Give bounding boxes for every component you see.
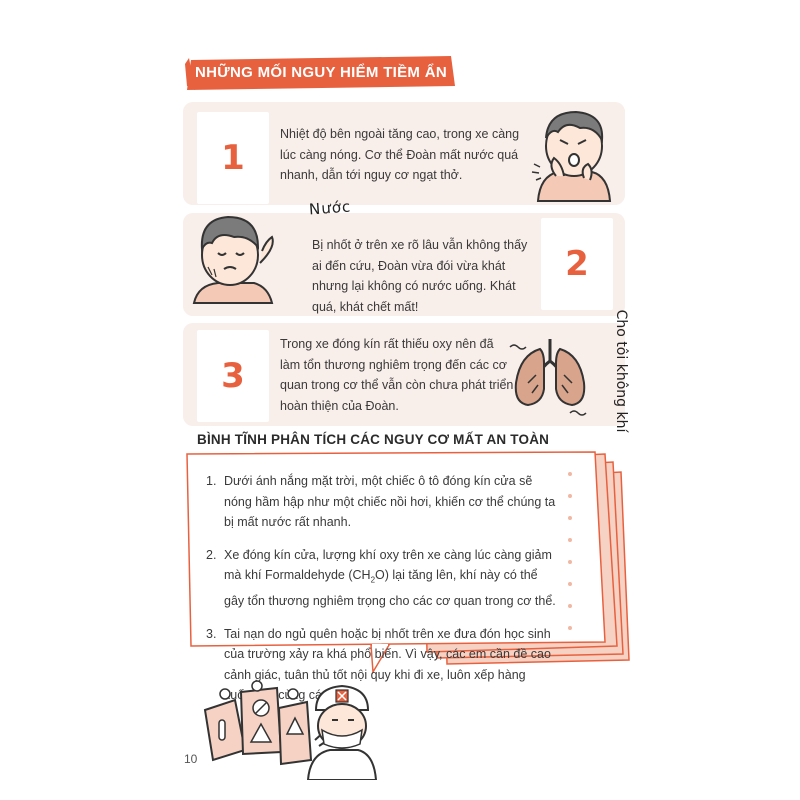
analysis-item-2 [206,545,556,612]
danger-text-2: Bị nhốt ở trên xe rõ lâu vẫn không thấy ai đến cứu, Đoàn vừa đói vừa khát nhưng lại không có nước uống. Khát quá, khát chết mất! [312,238,528,314]
notebook-dots [565,470,575,650]
analysis-heading: BÌNH TĨNH PHÂN TÍCH CÁC NGUY CƠ MẤT AN TOÀN [197,432,550,447]
analysis-item-text [224,545,556,612]
page-number: 10 [184,752,198,766]
analysis-item-text: Dưới ánh nắng mặt trời, một chiếc ô tô đóng kín cửa sẽ nóng hầm hập như một chiếc nồi hơi, khiến cơ thể chúng ta bị mất nước rất nhanh. [224,474,556,529]
title-banner [185,56,457,90]
thirsty-boy-illustration [188,207,283,307]
page-title: NHỮNG MỐI NGUY HIỂM TIỀM ẨN [195,64,447,81]
choking-boy-illustration [528,106,618,206]
analysis-item-text-before: Xe đóng kín cửa, lượng khí oxy trên xe càng lúc càng giảm mà khí Formaldehyde (CH [224,547,552,582]
analysis-item-number: 2. [206,547,217,562]
formula-subscript: 2 [370,575,376,585]
danger-number-3: 3 [197,330,269,422]
doctor-illustration [300,680,380,780]
analysis-item-number: 3. [206,626,217,641]
danger-text-3: Trong xe đóng kín rất thiếu oxy nên đã làm tổn thương nghiêm trọng đến các cơ quan trong cơ thể vẫn còn chưa phát triển hoàn thiện của Đoàn. [280,337,514,413]
speech-water: Nước [308,197,352,219]
danger-number-1: 1 [197,112,269,204]
analysis-item-text-after: O) lại tăng lên, khí này có thể gây tổn thương nghiêm trọng cho các cơ quan trong cơ thể. [224,568,556,608]
analysis-item-text: Tai nạn do ngủ quên hoặc bị nhốt trên xe đưa đón học sinh của trường xảy ra khá phổ biến. Vì vậy, các em cần đề cao cảnh giác, tuân thủ tốt nội quy khi đi xe, luôn xếp hàng các [224,626,551,702]
danger-number-2: 2 [541,218,613,310]
analysis-item-number: 1. [206,474,217,488]
danger-text-1: Nhiệt độ bên ngoài tăng cao, trong xe càng lúc càng nóng. Cơ thể Đoàn mất nước quá nhanh, dẫn tới nguy cơ ngạt thở. [280,127,520,182]
speech-need-air: Cho tôi không khí [613,309,629,433]
lungs-illustration [506,333,601,418]
analysis-item-1 [206,471,556,533]
